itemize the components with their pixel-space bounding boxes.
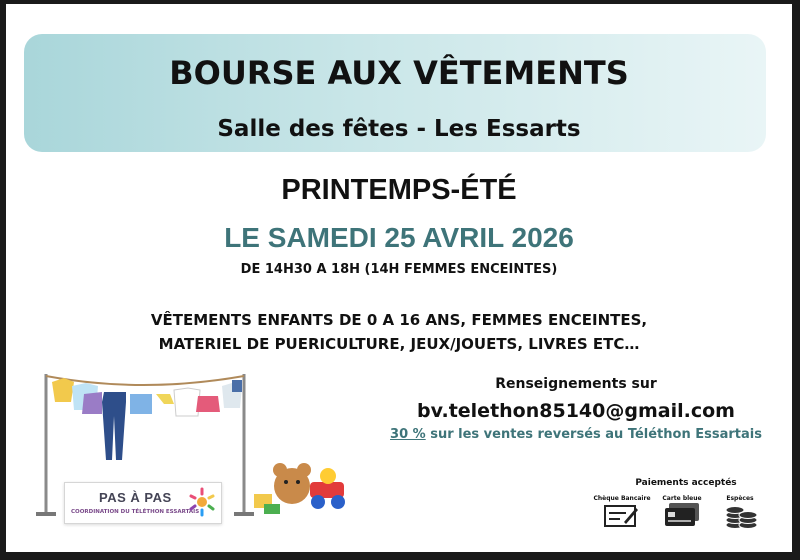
donation-text: sur les ventes reversés au Téléthon Essartais [425,427,762,442]
logo-title: PAS À PAS [99,490,172,505]
event-title: BOURSE AUX VÊTEMENTS [169,54,629,92]
cheque-icon [604,504,638,528]
items-description [6,308,792,356]
logo-subtitle: COORDINATION DU TÉLÉTHON ESSARTAIS [71,509,200,515]
payments-title: Paiements acceptés [635,478,737,488]
info-label: Renseignements sur [495,376,657,392]
items-line-1: VÊTEMENTS ENFANTS DE 0 A 16 ANS, FEMMES ENCEINTES, [150,311,648,329]
pas-a-pas-logo [64,482,222,524]
event-date: LE SAMEDI 25 AVRIL 2026 [224,222,574,253]
donation-note [386,427,766,442]
event-hours: DE 14H30 A 18H (14H FEMMES ENCEINTES) [240,262,558,277]
items-line-2: MATERIEL DE PUERICULTURE, JEUX/JOUETS, LIVRES ETC… [158,335,640,353]
contact-email[interactable]: bv.telethon85140@gmail.com [417,400,735,422]
season: PRINTEMPS-ÉTÉ [281,174,517,206]
sun-icon [187,487,217,517]
payment-label-cheque: Chèque Bancaire [593,495,651,502]
payment-label-card: Carte bleue [662,495,702,502]
coins-icon [724,500,758,530]
donation-percent: 30 % [390,427,426,442]
credit-card-icon [663,502,701,528]
venue: Salle des fêtes - Les Essarts [217,116,581,142]
toys-icon [254,463,345,514]
poster [6,4,792,552]
payment-label-cash: Espèces [726,495,754,502]
